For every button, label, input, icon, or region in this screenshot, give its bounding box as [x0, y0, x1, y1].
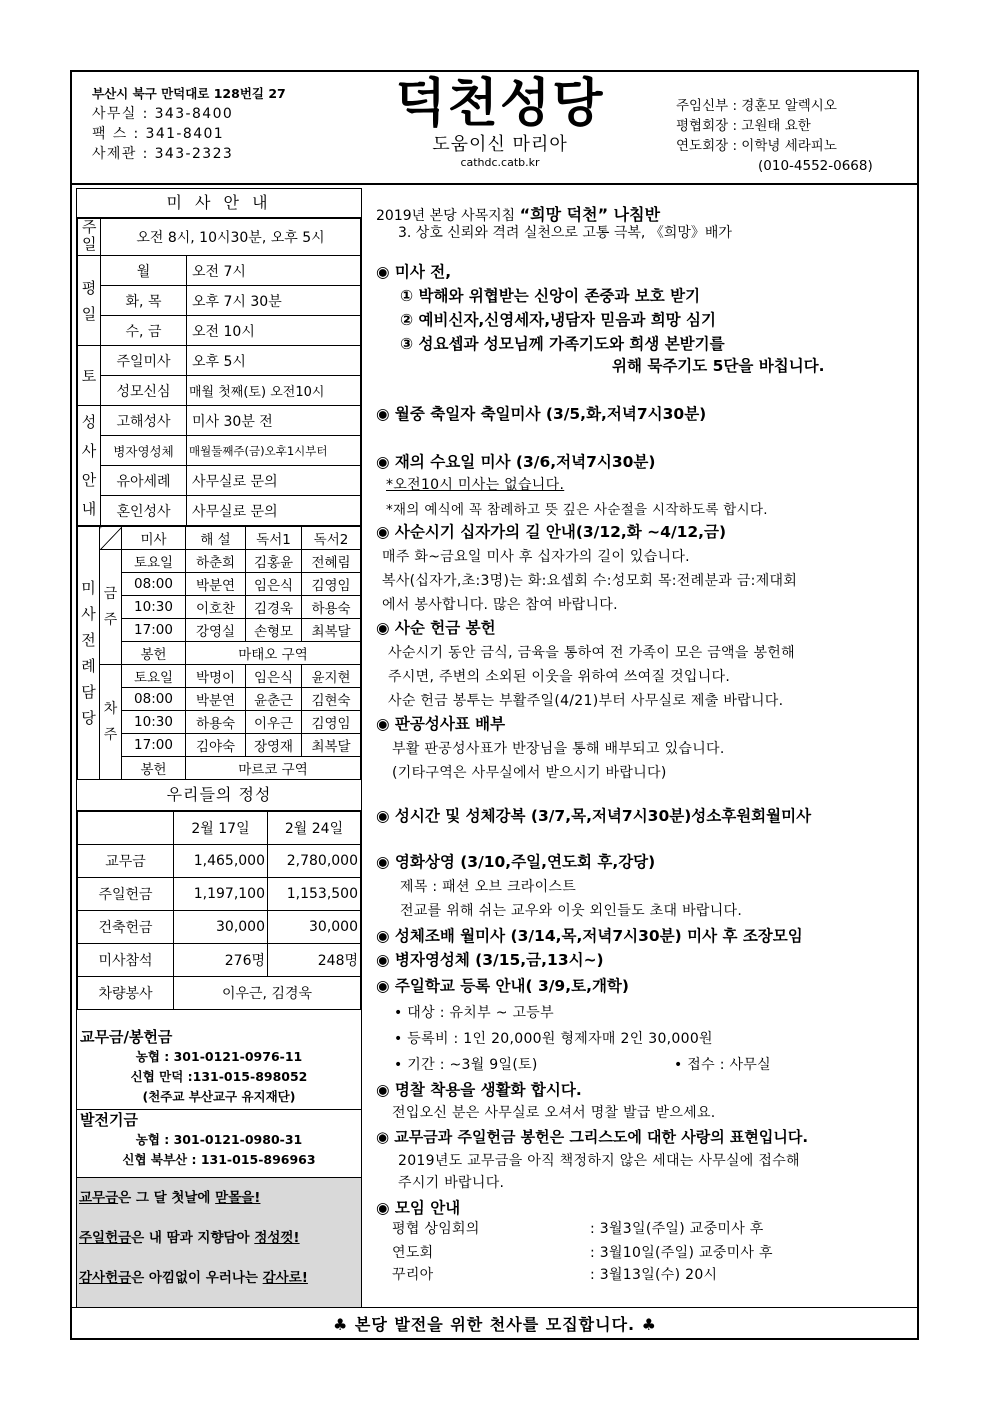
notice-heading: ◉ 교무금과 주일헌금 봉헌은 그리스도에 대한 사랑의 표현입니다.	[376, 1128, 809, 1146]
notice-heading: ◉ 판공성사표 배부	[376, 715, 506, 733]
this-week-label: 금주	[100, 550, 122, 665]
notice-heading: ◉ 재의 수요일 미사 (3/6,저녁7시30분)	[376, 453, 656, 471]
sacrament-item: 고해성사	[101, 406, 187, 436]
offer-district: 마르코 구역	[186, 757, 361, 780]
notice-line: • 기간 : ~3월 9일(토)	[394, 1057, 538, 1073]
youth-phone: (010-4552-0668)	[758, 158, 873, 174]
duty-cell: 하춘희	[186, 550, 246, 573]
notice-line: • 등록비 : 1인 20,000원 형제자매 2인 30,000원	[394, 1031, 713, 1047]
sacrament-info: 사무실로 문의	[187, 496, 361, 526]
account-line: 농협 : 301-0121-0980-31	[135, 1132, 303, 1147]
weekday-day: 수, 금	[101, 316, 187, 346]
parking-value: 이우근, 김경욱	[174, 977, 361, 1010]
notice-line: 사순시기 동안 금식, 금육을 통하여 전 가족이 모은 금액을 봉헌해	[388, 645, 795, 661]
slogan: 감사헌금은 아낌없이 우러나는 감사로!	[79, 1270, 308, 1286]
notice-line: 부활 판공성사표가 반장님을 통해 배부되고 있습니다.	[392, 741, 725, 757]
sacrament-info: 사무실로 문의	[187, 466, 361, 496]
notice-line: ① 박해와 위협받는 신앙이 존중과 보호 받기	[400, 287, 701, 305]
duty-cell: 김영임	[302, 711, 361, 734]
notice-heading: ◉ 성체조배 월미사 (3/14,목,저녁7시30분) 미사 후 조장모임	[376, 927, 803, 945]
offering-value: 30,000	[174, 911, 268, 944]
notice-line: *오전10시 미사는 없습니다.	[386, 477, 565, 493]
duty-cell: 김홍윤	[246, 550, 302, 573]
contact-block	[92, 84, 286, 164]
meeting-time: : 3월10일(주일) 교중미사 후	[590, 1245, 773, 1261]
notice-line: 복사(십자가,초:3명)는 화:요셉회 수:성모회 목:전례분과 금:제대회	[382, 573, 798, 589]
offering-value: 30,000	[268, 911, 361, 944]
offering-value: 1,465,000	[174, 845, 268, 878]
notice-line: • 접수 : 사무실	[674, 1057, 771, 1073]
notice-heading: ◉ 모임 안내	[376, 1199, 461, 1217]
meeting-name: 연도회	[392, 1245, 434, 1261]
duty-cell: 박명이	[186, 665, 246, 688]
notice-heading: ◉ 명찰 착용을 생활화 합시다.	[376, 1081, 582, 1099]
account-line: 신협 만덕 :131-015-898052	[130, 1069, 308, 1084]
offer-label: 봉헌	[122, 642, 186, 665]
duty-header: 해 설	[186, 527, 246, 550]
duty-cell: 김야숙	[186, 734, 246, 757]
offering-label: 미사참석	[78, 944, 174, 977]
duty-mass: 08:00	[122, 688, 186, 711]
notice-line: • 대상 : 유치부 ~ 고등부	[394, 1005, 554, 1021]
left-column	[76, 188, 362, 1308]
offering-label: 주일헌금	[78, 878, 174, 911]
duty-cell: 전혜림	[302, 550, 361, 573]
duty-header: 독서1	[246, 527, 302, 550]
weekday-day: 화, 목	[101, 286, 187, 316]
meeting-time: : 3월13일(수) 20시	[590, 1267, 718, 1283]
slogan: 주일헌금은 내 땀과 지향담아 정성껏!	[79, 1230, 300, 1246]
sacrament-info: 미사 30분 전	[187, 406, 361, 436]
offering-date: 2월 24일	[268, 812, 361, 845]
duty-mass: 토요일	[122, 665, 186, 688]
offering-value: 248명	[268, 944, 361, 977]
youth-president: 연도회장 : 이학녕 세라피노	[676, 138, 837, 154]
notice-line: 사순 헌금 봉투는 부활주일(4/21)부터 사무실로 제출 바랍니다.	[388, 693, 784, 709]
header-divider	[72, 183, 918, 185]
next-week-label: 차주	[100, 665, 122, 780]
pastor: 주임신부 : 경훈모 알렉시오	[676, 98, 837, 114]
offering-title: 우리들의 정성	[77, 780, 361, 811]
meeting-name: 꾸리아	[392, 1267, 434, 1283]
duty-mass: 토요일	[122, 550, 186, 573]
notice-heading: ◉ 병자영성체 (3/15,금,13시~)	[376, 951, 604, 969]
duty-cell: 손형모	[246, 619, 302, 642]
weekday-time: 오전 7시	[187, 256, 361, 286]
meeting-time: : 3월3일(주일) 교중미사 후	[590, 1221, 764, 1237]
notice-line: 매주 화~금요일 미사 후 십자가의 길이 있습니다.	[382, 549, 690, 565]
duty-cell: 임은식	[246, 665, 302, 688]
meeting-name: 평협 상임회의	[392, 1221, 480, 1237]
offering-corner	[78, 812, 174, 845]
title-block	[360, 74, 640, 170]
offering-table	[77, 811, 361, 1010]
address: 부산시 북구 만덕대로 128번길 27	[92, 86, 286, 101]
rectory-phone: 사제관 : 343-2323	[92, 146, 234, 162]
saturday-item: 성모신심	[101, 376, 187, 406]
diagonal-cell	[100, 527, 122, 550]
duty-mass: 17:00	[122, 734, 186, 757]
duty-cell: 윤지현	[302, 665, 361, 688]
notice-line: 전입오신 분은 사무실로 오셔서 명찰 발급 받으세요.	[392, 1105, 716, 1121]
offering-accounts	[77, 1027, 361, 1107]
offering-value: 1,197,100	[174, 878, 268, 911]
notice-line: *재의 예식에 꼭 참례하고 뜻 깊은 사순절을 시작하도록 합시다.	[386, 502, 768, 518]
notice-heading: ◉ 주일학교 등록 안내( 3/9,토,개학)	[376, 977, 629, 995]
pastoral-sub: 3. 상호 신뢰와 격려 실천으로 고통 극복, 《희망》배가	[398, 225, 732, 241]
duty-header: 미사	[122, 527, 186, 550]
duty-mass: 10:30	[122, 711, 186, 734]
footer-message: ♣ 본당 발전을 위한 천사를 모집합니다. ♣	[332, 1315, 658, 1334]
sacrament-item: 유아세례	[101, 466, 187, 496]
offering-value: 1,153,500	[268, 878, 361, 911]
notice-heading: ◉ 월중 축일자 축일미사 (3/5,화,저녁7시30분)	[376, 405, 707, 423]
sacrament-item: 병자영성체	[101, 436, 187, 466]
sacrament-item: 혼인성사	[101, 496, 187, 526]
duty-cell: 하용숙	[186, 711, 246, 734]
duty-cell: 이호찬	[186, 596, 246, 619]
saturday-item: 주일미사	[101, 346, 187, 376]
duty-cell: 김경욱	[246, 596, 302, 619]
duty-cell: 최복달	[302, 734, 361, 757]
weekday-label: 평일	[78, 256, 101, 346]
duty-mass: 08:00	[122, 573, 186, 596]
offering-value: 276명	[174, 944, 268, 977]
duty-header: 독서2	[302, 527, 361, 550]
parking-label: 차량봉사	[78, 977, 174, 1010]
fund-accounts	[77, 1109, 361, 1170]
notice-line: 전교를 위해 쉬는 교우와 이웃 외인들도 초대 바랍니다.	[400, 903, 743, 919]
website: cathdc.catb.kr	[460, 156, 540, 169]
notice-line: ② 예비신자,신영세자,냉담자 믿음과 희망 심기	[400, 311, 717, 329]
notice-heading: ◉ 미사 전,	[376, 263, 452, 281]
fax: 팩 스 : 341-8401	[92, 126, 225, 142]
notice-heading: ◉ 영화상영 (3/10,주일,연도회 후,강당)	[376, 853, 656, 871]
notice-line: 2019년도 교무금을 아직 책정하지 않은 세대는 사무실에 접수해	[398, 1153, 800, 1169]
duty-cell: 장영재	[246, 734, 302, 757]
notice-heading: ◉ 성시간 및 성체강복 (3/7,목,저녁7시30분)성소후원회월미사	[376, 807, 812, 825]
notice-line: (기타구역은 사무실에서 받으시기 바랍니다)	[392, 765, 667, 781]
notice-heading: ◉ 사순 헌금 봉헌	[376, 619, 496, 637]
council-president: 평협회장 : 고원태 요한	[676, 118, 811, 134]
mass-table	[77, 218, 361, 526]
duty-cell: 박분연	[186, 573, 246, 596]
duty-cell: 박분연	[186, 688, 246, 711]
accounts-heading: 교무금/봉헌금	[80, 1028, 173, 1046]
notice-line: ③ 성요셉과 성모님께 가족기도와 희생 본받기를	[400, 335, 725, 353]
pastoral-line: 2019년 본당 사목지침 “희망 덕천” 나침반	[376, 205, 661, 224]
duty-cell: 김영임	[302, 573, 361, 596]
duty-cell: 윤춘근	[246, 688, 302, 711]
saturday-label: 토	[78, 346, 101, 406]
account-line: 농협 : 301-0121-0976-11	[135, 1049, 303, 1064]
offer-label: 봉헌	[122, 757, 186, 780]
duty-mass: 17:00	[122, 619, 186, 642]
weekday-day: 월	[101, 256, 187, 286]
notice-line: 주시기 바랍니다.	[398, 1175, 505, 1191]
footer-divider	[72, 1307, 918, 1308]
duty-side-label: 미사전례담당	[78, 527, 100, 780]
account-line: 신협 북부산 : 131-015-896963	[122, 1152, 316, 1167]
staff-block	[676, 96, 873, 176]
slogan: 교무금은 그 달 첫날에 맏몰을!	[79, 1190, 261, 1206]
offering-label: 건축헌금	[78, 911, 174, 944]
page-subtitle: 도움이신 마리아	[432, 134, 568, 155]
mass-title: 미 사 안 내	[77, 189, 361, 218]
notice-line: 위해 묵주기도 5단을 바칩니다.	[612, 357, 825, 375]
slogan-box	[77, 1177, 361, 1308]
weekday-time: 오전 10시	[187, 316, 361, 346]
notice-line: 제목 : 패션 오브 크라이스트	[400, 879, 577, 895]
office-phone: 사무실 : 343-8400	[92, 106, 234, 122]
sunday-label: 주일	[78, 219, 101, 256]
sacrament-info: 매월둘째주(금)오후1시부터	[187, 436, 361, 466]
fund-heading: 발전기금	[80, 1111, 138, 1129]
saturday-time: 매월 첫째(토) 오전10시	[187, 376, 361, 406]
duty-cell: 하용숙	[302, 596, 361, 619]
sacrament-label: 성사안내	[78, 406, 101, 526]
duty-cell: 김현숙	[302, 688, 361, 711]
notice-line: 에서 봉사합니다. 많은 참여 바랍니다.	[382, 597, 618, 613]
offering-value: 2,780,000	[268, 845, 361, 878]
saturday-time: 오후 5시	[187, 346, 361, 376]
account-line: (천주교 부산교구 유지재단)	[142, 1089, 296, 1104]
duty-mass: 10:30	[122, 596, 186, 619]
offer-district: 마태오 구역	[186, 642, 361, 665]
weekday-time: 오후 7시 30분	[187, 286, 361, 316]
duty-cell: 강영실	[186, 619, 246, 642]
duty-table	[77, 526, 361, 780]
sunday-times: 오전 8시, 10시30분, 오후 5시	[101, 219, 361, 256]
offering-label: 교무금	[78, 845, 174, 878]
notice-line: 주시면, 주변의 소외된 이웃을 위하여 쓰여질 것입니다.	[388, 669, 731, 685]
duty-cell: 이우근	[246, 711, 302, 734]
duty-cell: 임은식	[246, 573, 302, 596]
notice-heading: ◉ 사순시기 십자가의 길 안내(3/12,화 ~4/12,금)	[376, 523, 727, 541]
duty-cell: 최복달	[302, 619, 361, 642]
offering-date: 2월 17일	[174, 812, 268, 845]
page-title: 덕천성당	[395, 74, 605, 134]
